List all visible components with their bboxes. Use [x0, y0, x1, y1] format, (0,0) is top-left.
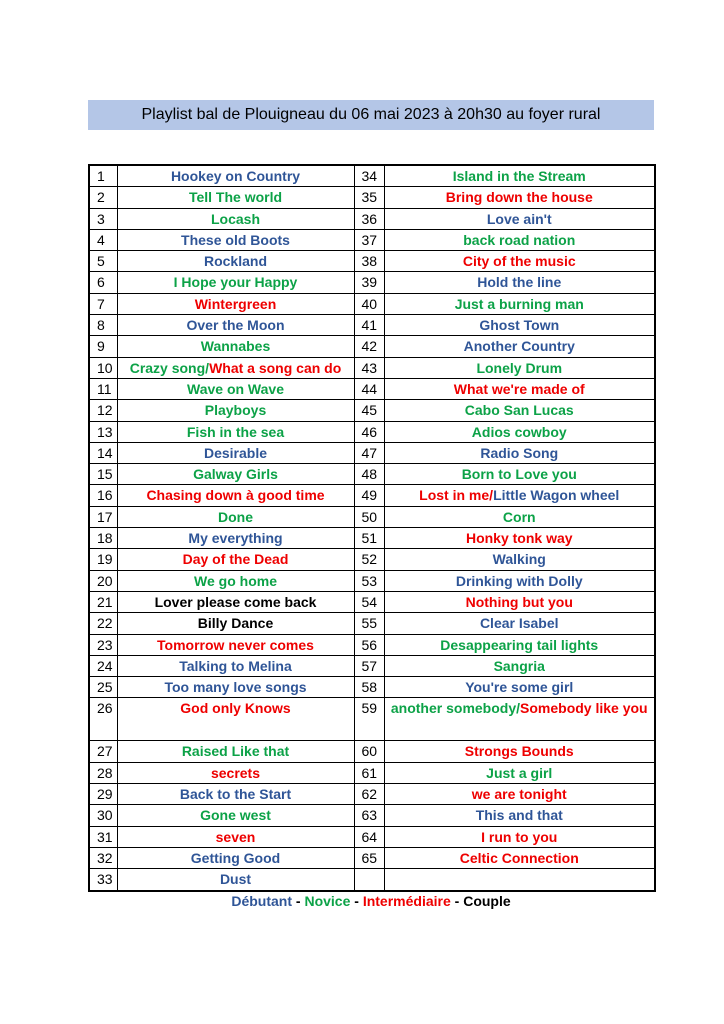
song-title	[384, 464, 655, 485]
playlist-row	[89, 400, 655, 421]
song-title-part: Celtic Connection	[459, 849, 579, 866]
song-title-part: Island in the Stream	[452, 168, 586, 184]
song-number: 13	[89, 421, 117, 442]
song-title	[384, 187, 655, 208]
legend-item: -	[292, 893, 305, 909]
song-number: 24	[89, 655, 117, 676]
song-number: 30	[89, 805, 117, 826]
song-title-part: Desappearing tail lights	[440, 636, 599, 653]
song-title-part: Just a burning man	[454, 295, 584, 312]
playlist-title: Playlist bal de Plouigneau du 06 mai 2023 à 20h30 au foyer rural	[88, 100, 654, 130]
song-number: 58	[354, 677, 384, 698]
song-number: 38	[354, 251, 384, 272]
song-number: 44	[354, 378, 384, 399]
song-title-part: Lost in me/	[419, 487, 494, 504]
song-title	[117, 528, 354, 549]
song-number: 37	[354, 229, 384, 250]
song-number: 49	[354, 485, 384, 506]
song-title-part: Fish in the sea	[186, 423, 285, 440]
playlist-row	[89, 634, 655, 655]
song-title-part: Day of the Dead	[182, 551, 289, 568]
song-title	[384, 762, 655, 783]
song-title-part: Tell The world	[188, 189, 283, 206]
song-title-part: Wave on Wave	[187, 380, 284, 397]
song-title-part: Tomorrow never comes	[157, 636, 314, 653]
song-number: 40	[354, 293, 384, 314]
song-title	[384, 847, 655, 868]
song-title	[117, 378, 354, 399]
song-number: 35	[354, 187, 384, 208]
playlist-row	[89, 762, 655, 783]
song-title	[117, 869, 354, 891]
song-number: 28	[89, 762, 117, 783]
song-title-part: Chasing down à good time	[146, 487, 325, 504]
song-number: 47	[354, 442, 384, 463]
song-title	[384, 293, 655, 314]
song-number: 57	[354, 655, 384, 676]
song-number: 7	[89, 293, 117, 314]
song-title-part: Strongs Bounds	[464, 743, 574, 760]
song-number: 51	[354, 528, 384, 549]
song-number	[354, 869, 384, 891]
song-number: 4	[89, 229, 117, 250]
song-title	[117, 506, 354, 527]
playlist-row	[89, 208, 655, 229]
song-number: 21	[89, 591, 117, 612]
song-title	[384, 506, 655, 527]
song-title	[117, 336, 354, 357]
playlist-row	[89, 464, 655, 485]
song-number: 59	[354, 698, 384, 741]
song-title	[384, 570, 655, 591]
song-number: 54	[354, 591, 384, 612]
song-title-part: Another Country	[463, 338, 575, 355]
song-title	[384, 869, 655, 891]
song-title-part: Done	[218, 508, 253, 525]
song-title	[384, 208, 655, 229]
song-title	[117, 655, 354, 676]
song-title-part: I Hope your Happy	[173, 274, 298, 291]
song-title-part: Hold the line	[477, 274, 562, 291]
song-title	[384, 528, 655, 549]
song-title	[384, 272, 655, 293]
song-number: 41	[354, 315, 384, 336]
song-title	[384, 741, 655, 762]
song-number: 8	[89, 315, 117, 336]
song-title-part: Locash	[210, 210, 260, 227]
song-title-part: Clear Isabel	[479, 615, 559, 632]
song-title-part: We go home	[194, 572, 277, 589]
playlist-row	[89, 655, 655, 676]
song-title-part: seven	[215, 828, 256, 845]
song-number: 65	[354, 847, 384, 868]
song-title-part: Billy Dance	[197, 615, 274, 632]
song-number: 5	[89, 251, 117, 272]
song-number: 56	[354, 634, 384, 655]
playlist-row	[89, 229, 655, 250]
song-title-part: Somebody like you	[520, 700, 648, 717]
song-title	[117, 741, 354, 762]
song-title-part: Hookey on Country	[170, 168, 301, 184]
playlist-row	[89, 378, 655, 399]
song-title	[384, 613, 655, 634]
song-title-part: These old Boots	[181, 231, 290, 248]
song-title-part: Lonely Drum	[476, 359, 563, 376]
song-title	[117, 677, 354, 698]
song-number: 36	[354, 208, 384, 229]
song-title-part: Getting Good	[190, 849, 281, 866]
song-title-part: Bring down the house	[445, 189, 593, 206]
playlist-row	[89, 741, 655, 762]
song-title	[384, 485, 655, 506]
playlist-row	[89, 847, 655, 868]
song-number: 32	[89, 847, 117, 868]
playlist-row	[89, 165, 655, 187]
song-title	[384, 442, 655, 463]
song-number: 1	[89, 165, 117, 187]
song-title	[384, 677, 655, 698]
song-title-part: back road nation	[463, 231, 576, 248]
song-title-part: What we're made of	[453, 380, 585, 397]
playlist-table	[88, 164, 656, 892]
song-title	[117, 762, 354, 783]
song-number: 55	[354, 613, 384, 634]
song-title	[117, 229, 354, 250]
song-number: 48	[354, 464, 384, 485]
playlist-row	[89, 187, 655, 208]
song-title	[384, 315, 655, 336]
playlist-row	[89, 357, 655, 378]
song-number: 25	[89, 677, 117, 698]
song-number: 10	[89, 357, 117, 378]
song-title	[384, 229, 655, 250]
song-title-part: I run to you	[481, 828, 558, 845]
legend-item: Débutant	[231, 893, 292, 909]
song-number: 26	[89, 698, 117, 741]
song-title	[384, 549, 655, 570]
song-title	[384, 805, 655, 826]
song-number: 20	[89, 570, 117, 591]
song-title-part: Wannabes	[200, 338, 271, 355]
playlist-row	[89, 613, 655, 634]
playlist-row	[89, 336, 655, 357]
song-title-part: Galway Girls	[193, 466, 278, 483]
song-title-part: secrets	[210, 764, 261, 781]
song-title-part: Talking to Melina	[179, 657, 292, 674]
song-title-part: Just a girl	[486, 764, 553, 781]
playlist-row	[89, 442, 655, 463]
song-title-part: Little Wagon wheel	[493, 487, 620, 504]
legend-item: -	[450, 893, 464, 909]
song-title	[117, 826, 354, 847]
song-number: 64	[354, 826, 384, 847]
song-number: 16	[89, 485, 117, 506]
song-title	[117, 570, 354, 591]
song-title-part: Love ain't	[486, 210, 552, 227]
song-title	[384, 634, 655, 655]
song-title	[384, 784, 655, 805]
song-number: 62	[354, 784, 384, 805]
song-title-part: Adios cowboy	[471, 423, 567, 440]
playlist-row	[89, 528, 655, 549]
song-number: 15	[89, 464, 117, 485]
song-title	[117, 549, 354, 570]
song-title	[117, 464, 354, 485]
song-title	[117, 613, 354, 634]
song-title	[117, 315, 354, 336]
song-title	[117, 251, 354, 272]
legend-item: Intermédiaire	[362, 893, 451, 909]
legend-item: -	[350, 893, 363, 909]
song-title-part: Walking	[492, 551, 546, 568]
playlist-row	[89, 251, 655, 272]
song-number: 19	[89, 549, 117, 570]
playlist-row	[89, 869, 655, 891]
song-number: 63	[354, 805, 384, 826]
song-title-part: God only Knows	[180, 700, 291, 717]
song-title-part: Born to Love you	[461, 466, 577, 483]
song-number: 33	[89, 869, 117, 891]
song-title	[384, 251, 655, 272]
song-title-part: Back to the Start	[179, 786, 292, 803]
song-number: 12	[89, 400, 117, 421]
song-number: 23	[89, 634, 117, 655]
song-title-part: we are tonight	[471, 786, 567, 803]
song-title-part: Too many love songs	[164, 679, 307, 696]
playlist-row	[89, 421, 655, 442]
song-number: 39	[354, 272, 384, 293]
playlist-row	[89, 826, 655, 847]
playlist-body	[89, 165, 655, 891]
song-title-part: Playboys	[204, 402, 267, 419]
song-title-part: Dust	[219, 871, 252, 888]
song-number: 52	[354, 549, 384, 570]
playlist-row	[89, 805, 655, 826]
song-number: 9	[89, 336, 117, 357]
legend-item: Couple	[463, 893, 511, 909]
playlist-row	[89, 485, 655, 506]
song-title	[117, 485, 354, 506]
song-title	[384, 655, 655, 676]
song-title-part: Over the Moon	[186, 317, 285, 334]
playlist-row	[89, 698, 655, 741]
song-title	[117, 698, 354, 741]
song-title-part: This and that	[475, 807, 563, 824]
song-number: 11	[89, 378, 117, 399]
song-number: 31	[89, 826, 117, 847]
song-number: 22	[89, 613, 117, 634]
level-legend	[88, 893, 654, 909]
song-title-part: You're some girl	[465, 679, 574, 696]
song-number: 61	[354, 762, 384, 783]
song-number: 34	[354, 165, 384, 187]
song-title-part: Gone west	[200, 807, 271, 824]
song-number: 43	[354, 357, 384, 378]
song-title	[117, 272, 354, 293]
song-title	[384, 378, 655, 399]
playlist-row	[89, 784, 655, 805]
song-title	[117, 293, 354, 314]
song-title-part: Corn	[502, 508, 536, 525]
song-title	[117, 805, 354, 826]
song-number: 18	[89, 528, 117, 549]
song-number: 53	[354, 570, 384, 591]
song-title-part: Honky tonk way	[465, 530, 573, 547]
song-number: 6	[89, 272, 117, 293]
song-title-part: Nothing but you	[465, 593, 573, 610]
song-title	[117, 357, 354, 378]
song-title-part: Ghost Town	[479, 317, 560, 334]
song-number: 42	[354, 336, 384, 357]
song-title-part: What a song can do	[209, 359, 342, 376]
song-title-part: City of the music	[462, 253, 576, 270]
playlist-row	[89, 570, 655, 591]
playlist-row	[89, 549, 655, 570]
playlist-row	[89, 315, 655, 336]
song-title-part: Radio Song	[480, 444, 559, 461]
song-title-part: Sangria	[493, 657, 545, 674]
song-title	[117, 591, 354, 612]
song-title	[117, 847, 354, 868]
song-title	[384, 421, 655, 442]
song-number: 27	[89, 741, 117, 762]
song-title	[117, 634, 354, 655]
song-title-part: Crazy song/	[129, 359, 210, 376]
song-number: 46	[354, 421, 384, 442]
song-title-part: Lover please come back	[154, 593, 317, 610]
song-title-part: Cabo San Lucas	[464, 402, 574, 419]
song-title	[117, 187, 354, 208]
song-number: 17	[89, 506, 117, 527]
song-number: 14	[89, 442, 117, 463]
song-title	[384, 165, 655, 187]
legend-item: Novice	[304, 893, 351, 909]
song-number: 45	[354, 400, 384, 421]
song-title	[117, 400, 354, 421]
playlist-row	[89, 591, 655, 612]
song-title-part: My everything	[188, 530, 283, 547]
song-title	[384, 400, 655, 421]
song-title	[117, 442, 354, 463]
song-title-part: Desirable	[203, 444, 268, 461]
song-title	[117, 784, 354, 805]
song-title	[117, 421, 354, 442]
song-title	[384, 591, 655, 612]
playlist-row	[89, 506, 655, 527]
song-number: 2	[89, 187, 117, 208]
song-title	[384, 357, 655, 378]
song-title-part: Raised Like that	[181, 743, 290, 760]
song-number: 60	[354, 741, 384, 762]
song-title	[384, 698, 655, 741]
song-number: 50	[354, 506, 384, 527]
playlist-row	[89, 293, 655, 314]
song-title	[384, 336, 655, 357]
song-title-part: Drinking with Dolly	[455, 572, 583, 589]
playlist-row	[89, 677, 655, 698]
song-number: 29	[89, 784, 117, 805]
song-title-part: Rockland	[203, 253, 267, 270]
song-title	[117, 208, 354, 229]
song-title-part: another somebody/	[390, 700, 521, 717]
playlist-row	[89, 272, 655, 293]
song-title	[117, 165, 354, 187]
song-number: 3	[89, 208, 117, 229]
song-title	[384, 826, 655, 847]
song-title-part: Wintergreen	[194, 295, 277, 312]
